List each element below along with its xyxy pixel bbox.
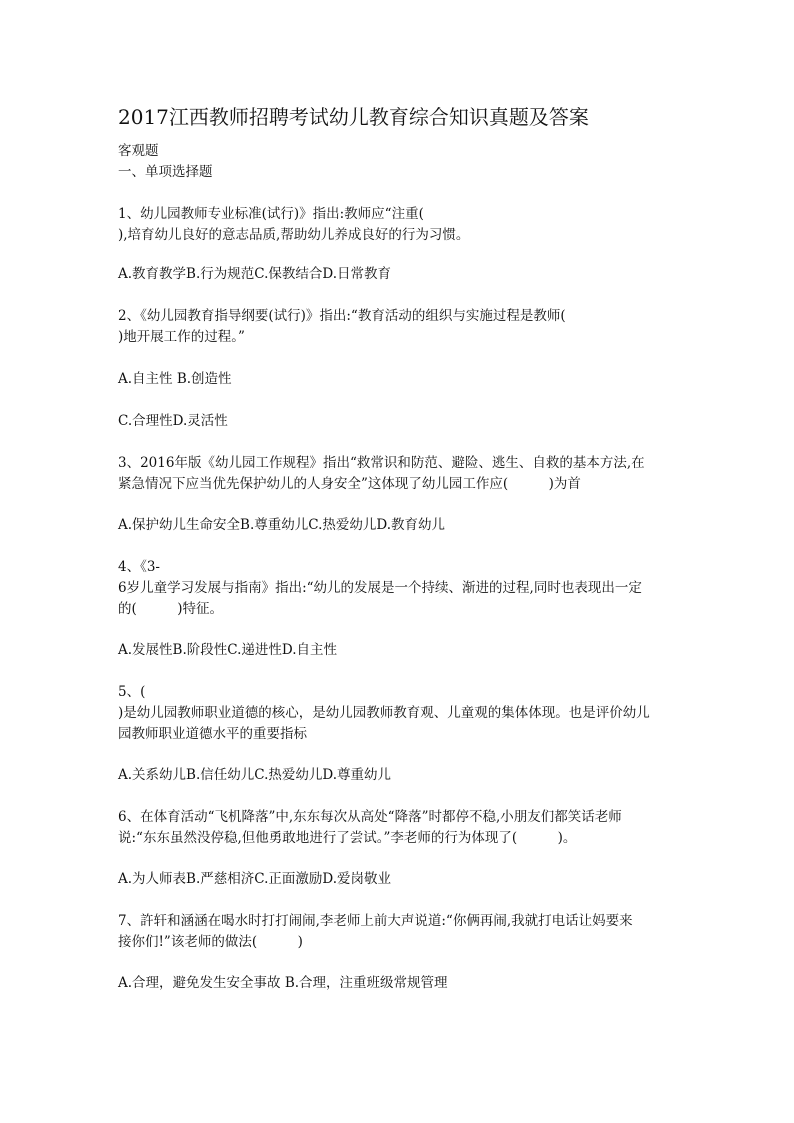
question-5-line-3: 园教师职业道德水平的重要指标	[118, 726, 307, 742]
question-5-options: A.关系幼儿B.信任幼儿C.热爱幼儿D.尊重幼儿	[118, 767, 392, 783]
question-7-options: A.合理，避免发生安全事故 B.合理，注重班级常规管理	[118, 975, 448, 991]
question-6-line-2: 说:“东东虽然没停稳,但他勇敢地进行了尝试。”李老师的行为体现了( )。	[118, 830, 577, 846]
question-1-line-1: 1、幼儿园教师专业标准(试行)》指出:教师应“注重(	[118, 206, 424, 222]
question-5-line-1: 5、(	[118, 684, 146, 700]
question-6-options: A.为人师表B.严慈相济C.正面激励D.爱岗敬业	[118, 871, 392, 887]
question-4-line-2: 6岁儿童学习发展与指南》指出:“幼儿的发展是一个持续、渐进的过程,同时也表现出一定	[118, 580, 642, 596]
question-1-line-2: ),培育幼儿良好的意志品质,帮助幼儿养成良好的行为习惯。	[118, 227, 470, 243]
question-3-line-1: 3、2016年版《幼儿园工作规程》指出“救常识和防范、避险、逃生、自救的基本方法,在	[118, 455, 645, 471]
question-1-options: A.教育教学B.行为规范C.保教结合D.日常教育	[118, 266, 392, 282]
question-4-options: A.发展性B.阶段性C.递进性D.自主性	[118, 642, 338, 658]
question-2-line-2: )地开展工作的过程。”	[118, 329, 245, 345]
question-3-options: A.保护幼儿生命安全B.尊重幼儿C.热爱幼儿D.教育幼儿	[118, 517, 446, 533]
section-label: 客观题	[118, 143, 159, 159]
question-5-line-2: )是幼儿园教师职业道德的核心，是幼儿园教师教育观、儿童观的集体体现。也是评价幼儿	[118, 705, 650, 721]
question-4-line-3: 的( )特征。	[118, 601, 224, 617]
question-2-options-2: C.合理性D.灵活性	[118, 413, 228, 429]
question-2-line-1: 2、《幼儿园教育指导纲要(试行)》指出:“教育活动的组织与实施过程是教师(	[118, 308, 566, 324]
question-3-line-2: 紧急情况下应当优先保护幼儿的人身安全”这体现了幼儿园工作应( )为首	[118, 476, 581, 492]
question-2-options-1: A.自主性 B.创造性	[118, 371, 232, 387]
question-7-line-1: 7、許轩和涵涵在喝水时打打闹闹,李老师上前大声说道:“你俩再闹,我就打电话让妈要来	[118, 913, 633, 929]
question-4-line-1: 4、《3-	[118, 559, 160, 575]
document-title: 2017江西教师招聘考试幼儿教育综合知识真题及答案	[118, 105, 589, 129]
question-7-line-2: 接你们!”该老师的做法( )	[118, 934, 303, 950]
question-6-line-1: 6、在体育活动“飞机降落”中,东东每次从高处“降落”时都停不稳,小朋友们都笑话老师	[118, 809, 622, 825]
subsection-label: 一、单项选择题	[118, 164, 213, 180]
